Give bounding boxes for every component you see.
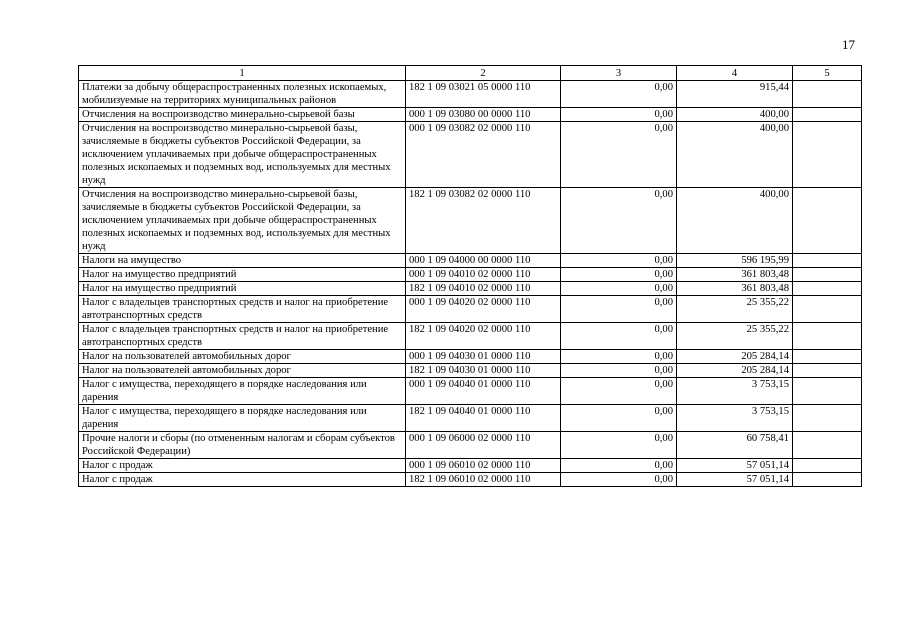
row-col3-cell: 0,00 (561, 323, 677, 350)
row-name-cell: Налог на имущество предприятий (79, 282, 406, 296)
table-row (79, 350, 862, 364)
row-name-cell: Отчисления на воспроизводство минерально-сырьевой базы, зачисляемые в бюджеты субъектов Российской Федерации, за исключением уплачиваемых при добыче общераспространенных полезных ископаемых и подземных вод, используемых для местных нужд (79, 122, 406, 188)
row-col5-cell (793, 432, 862, 459)
table-row (79, 188, 862, 254)
table-row (79, 296, 862, 323)
row-col3-cell: 0,00 (561, 405, 677, 432)
row-code-cell: 000 1 09 04020 02 0000 110 (406, 296, 561, 323)
row-col4-cell: 57 051,14 (677, 473, 793, 487)
table-row (79, 282, 862, 296)
row-col4-cell: 205 284,14 (677, 364, 793, 378)
table-row (79, 405, 862, 432)
header-col-2: 2 (406, 66, 561, 81)
row-code-cell: 182 1 09 04020 02 0000 110 (406, 323, 561, 350)
row-name-cell: Отчисления на воспроизводство минерально-сырьевой базы (79, 108, 406, 122)
row-name-cell: Налог на пользователей автомобильных дорог (79, 364, 406, 378)
row-col3-cell: 0,00 (561, 81, 677, 108)
row-code-cell: 000 1 09 04040 01 0000 110 (406, 378, 561, 405)
row-col5-cell (793, 188, 862, 254)
row-col4-cell: 400,00 (677, 122, 793, 188)
row-name-cell: Налог с продаж (79, 473, 406, 487)
page-number: 17 (842, 37, 855, 52)
row-col4-cell: 57 051,14 (677, 459, 793, 473)
row-col5-cell (793, 473, 862, 487)
row-col4-cell: 400,00 (677, 188, 793, 254)
table-row (79, 81, 862, 108)
row-code-cell: 182 1 09 03021 05 0000 110 (406, 81, 561, 108)
revenue-table (78, 65, 862, 487)
row-code-cell: 182 1 09 06010 02 0000 110 (406, 473, 561, 487)
table-row (79, 254, 862, 268)
row-name-cell: Налог на пользователей автомобильных дорог (79, 350, 406, 364)
row-col5-cell (793, 350, 862, 364)
header-col-1: 1 (79, 66, 406, 81)
header-col-4: 4 (677, 66, 793, 81)
header-col-5: 5 (793, 66, 862, 81)
row-col4-cell: 205 284,14 (677, 350, 793, 364)
row-col5-cell (793, 296, 862, 323)
row-code-cell: 000 1 09 04000 00 0000 110 (406, 254, 561, 268)
row-col3-cell: 0,00 (561, 188, 677, 254)
table-row (79, 432, 862, 459)
row-name-cell: Отчисления на воспроизводство минерально-сырьевой базы, зачисляемые в бюджеты субъектов Российской Федерации, за исключением уплачиваемых при добыче общераспространенных полезных ископаемых и подземных вод, используемых для местных нужд (79, 188, 406, 254)
row-code-cell: 000 1 09 04030 01 0000 110 (406, 350, 561, 364)
row-col4-cell: 361 803,48 (677, 268, 793, 282)
row-name-cell: Налоги на имущество (79, 254, 406, 268)
row-col3-cell: 0,00 (561, 122, 677, 188)
row-code-cell: 000 1 09 06010 02 0000 110 (406, 459, 561, 473)
row-name-cell: Налог с продаж (79, 459, 406, 473)
table-row (79, 364, 862, 378)
row-code-cell: 000 1 09 03082 02 0000 110 (406, 122, 561, 188)
row-col5-cell (793, 268, 862, 282)
table-row (79, 323, 862, 350)
table-row (79, 122, 862, 188)
row-code-cell: 000 1 09 06000 02 0000 110 (406, 432, 561, 459)
row-col5-cell (793, 254, 862, 268)
row-col4-cell: 3 753,15 (677, 378, 793, 405)
row-col3-cell: 0,00 (561, 432, 677, 459)
row-col3-cell: 0,00 (561, 282, 677, 296)
row-code-cell: 000 1 09 04010 02 0000 110 (406, 268, 561, 282)
row-code-cell: 000 1 09 03080 00 0000 110 (406, 108, 561, 122)
row-col5-cell (793, 459, 862, 473)
row-code-cell: 182 1 09 04030 01 0000 110 (406, 364, 561, 378)
row-col3-cell: 0,00 (561, 296, 677, 323)
row-col3-cell: 0,00 (561, 378, 677, 405)
row-col4-cell: 400,00 (677, 108, 793, 122)
row-name-cell: Налог с имущества, переходящего в порядке наследования или дарения (79, 378, 406, 405)
row-col4-cell: 25 355,22 (677, 296, 793, 323)
row-col4-cell: 60 758,41 (677, 432, 793, 459)
table-row (79, 378, 862, 405)
header-col-3: 3 (561, 66, 677, 81)
row-col5-cell (793, 323, 862, 350)
row-col3-cell: 0,00 (561, 473, 677, 487)
row-col4-cell: 596 195,99 (677, 254, 793, 268)
table-body (79, 81, 862, 487)
row-col5-cell (793, 108, 862, 122)
row-col3-cell: 0,00 (561, 108, 677, 122)
table-row (79, 459, 862, 473)
row-col5-cell (793, 122, 862, 188)
table-header-row (79, 66, 862, 81)
table-row (79, 268, 862, 282)
row-col5-cell (793, 282, 862, 296)
row-col3-cell: 0,00 (561, 459, 677, 473)
row-name-cell: Налог с владельцев транспортных средств и налог на приобретение автотранспортных средств (79, 296, 406, 323)
row-name-cell: Налог с владельцев транспортных средств и налог на приобретение автотранспортных средств (79, 323, 406, 350)
row-code-cell: 182 1 09 03082 02 0000 110 (406, 188, 561, 254)
row-col4-cell: 361 803,48 (677, 282, 793, 296)
row-col4-cell: 3 753,15 (677, 405, 793, 432)
row-code-cell: 182 1 09 04040 01 0000 110 (406, 405, 561, 432)
row-col3-cell: 0,00 (561, 350, 677, 364)
row-name-cell: Налог с имущества, переходящего в порядке наследования или дарения (79, 405, 406, 432)
row-col4-cell: 915,44 (677, 81, 793, 108)
row-col3-cell: 0,00 (561, 254, 677, 268)
row-name-cell: Платежи за добычу общераспространенных полезных ископаемых, мобилизуемые на территориях муниципальных районов (79, 81, 406, 108)
table-row (79, 473, 862, 487)
row-name-cell: Налог на имущество предприятий (79, 268, 406, 282)
row-col3-cell: 0,00 (561, 268, 677, 282)
row-name-cell: Прочие налоги и сборы (по отмененным налогам и сборам субъектов Российской Федерации) (79, 432, 406, 459)
row-col5-cell (793, 405, 862, 432)
row-col5-cell (793, 378, 862, 405)
row-col3-cell: 0,00 (561, 364, 677, 378)
row-col4-cell: 25 355,22 (677, 323, 793, 350)
table-row (79, 108, 862, 122)
row-col5-cell (793, 81, 862, 108)
row-col5-cell (793, 364, 862, 378)
row-code-cell: 182 1 09 04010 02 0000 110 (406, 282, 561, 296)
